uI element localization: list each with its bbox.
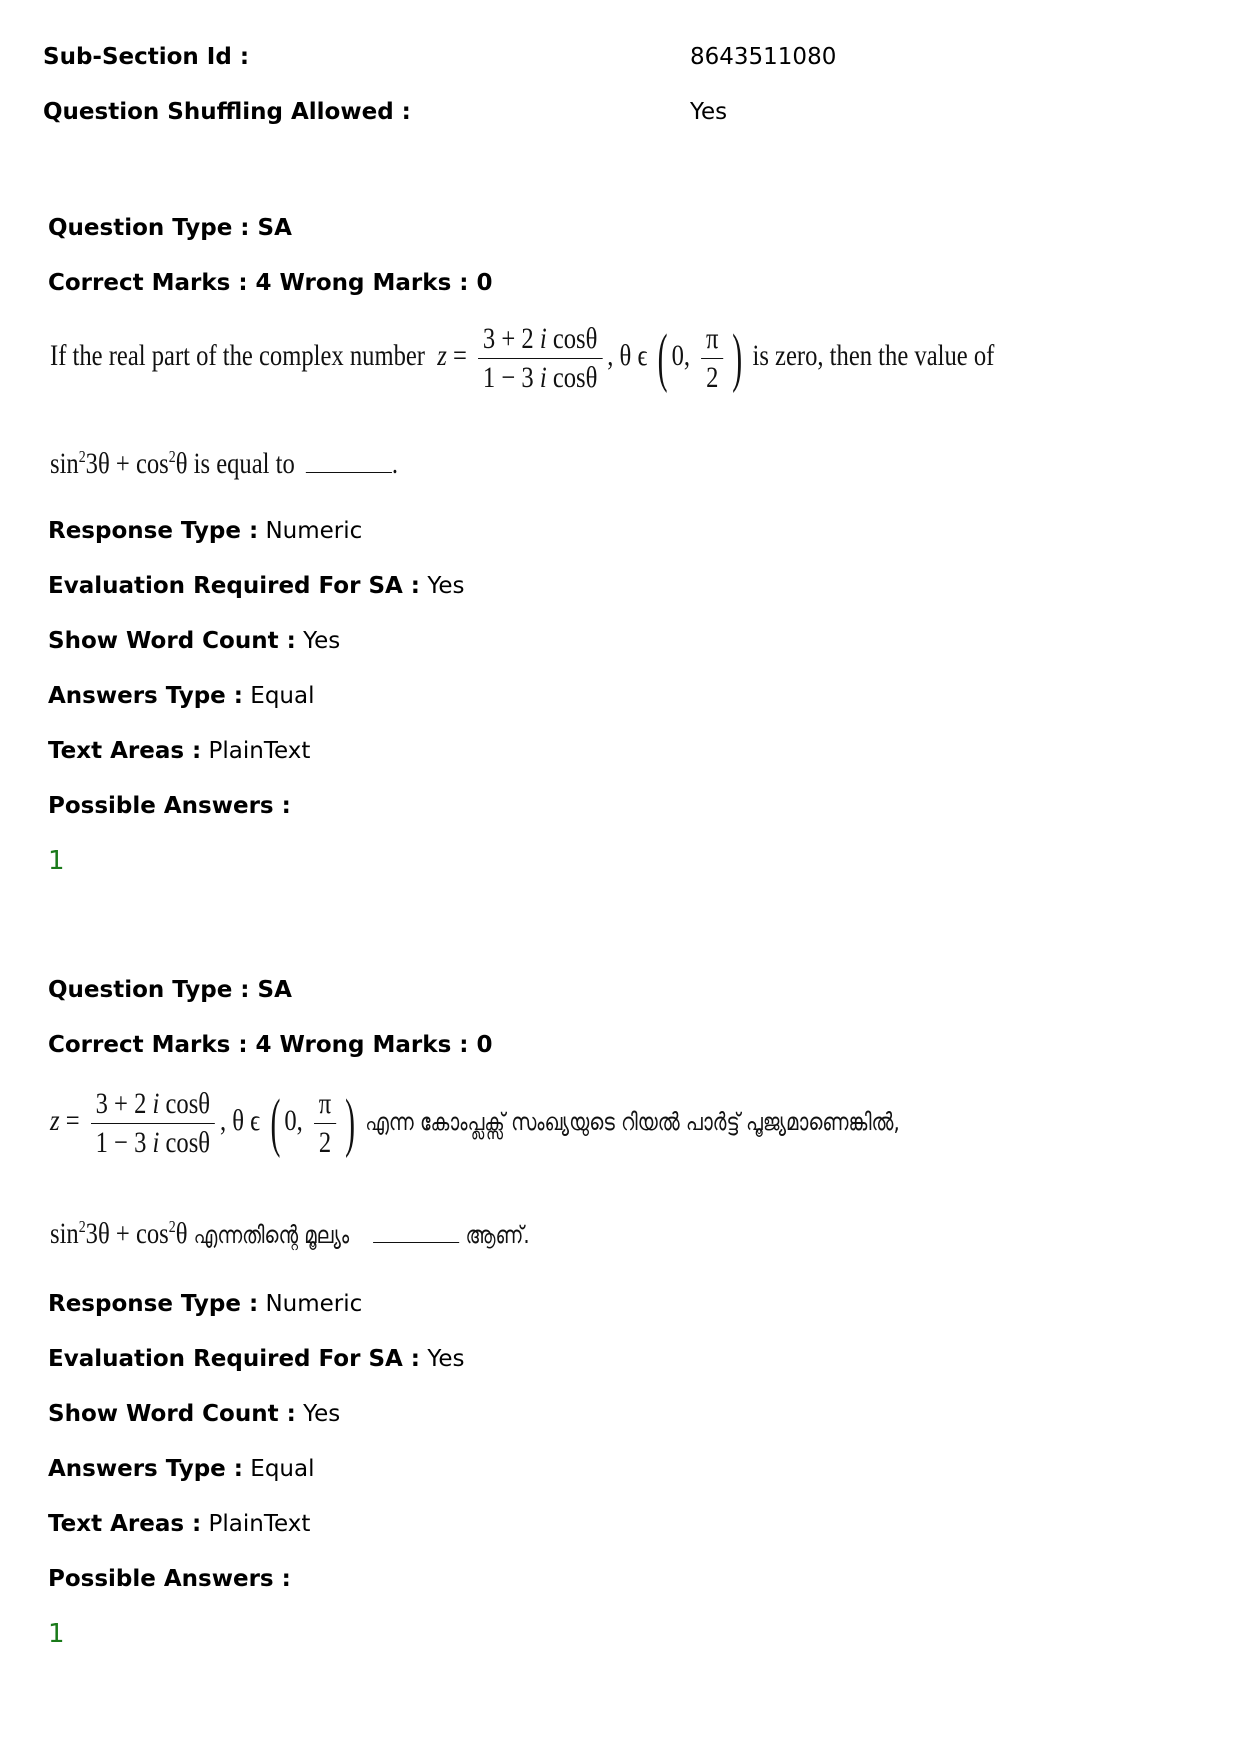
question-tail-text: is equal to: [193, 447, 295, 480]
question-text-line-2: [50, 1217, 530, 1251]
possible-answers-label: Possible Answers :: [48, 1566, 291, 1592]
answers-type: Answers Type : Equal: [48, 683, 315, 709]
left-paren: (: [657, 321, 668, 394]
question-mid-text: എന്ന കോംപ്ലക്സ് സംഖ്യയുടെ റിയൽ പാർട്ട് പൂജ്യമാണെങ്കിൽ,: [365, 1107, 900, 1136]
question-text-line-1: z = $\frac{\text{3 + 2 i cosθ}}{\text{1 − 3 i cosθ}}$ , θ ϵ ( 0, $\frac{\pi}{2}$ ) എന്ന കോംപ്ലക്സ് സംഖ്യയുടെ റിയൽ പാർട്ട് പൂജ്യമാണെങ്കിൽ,: [50, 1086, 900, 1159]
possible-answer-value: 1: [48, 1619, 65, 1649]
question-shuffling-label: Question Shuffling Allowed :: [43, 99, 411, 125]
answer-blank: [306, 450, 392, 473]
show-word-count: Show Word Count : Yes: [48, 628, 341, 654]
question-tail-text: എന്നതിന്റെ മൂല്യം: [193, 1221, 350, 1249]
subsection-id-label: Sub-Section Id :: [43, 44, 250, 70]
question-text-line-1: If the real part of the complex number z = $\frac{\text{3 + 2 i cosθ}}{\text{1 − 3 i cosθ}}$ , θ ϵ ( 0, $\frac{\pi}{2}$ ) is zero, then the value of: [50, 321, 995, 394]
response-type: Response Type : Numeric: [48, 518, 363, 544]
fraction-numerator: 3 + 2 i cosθ: [478, 322, 602, 359]
response-type: Response Type : Numeric: [48, 1291, 363, 1317]
question-mid-text: is zero, then the value of: [752, 338, 995, 372]
fraction: [478, 322, 602, 395]
question-end-text: ആണ്.: [465, 1221, 530, 1249]
math-z: z: [50, 1103, 60, 1137]
right-paren: ): [732, 321, 743, 394]
text-areas: Text Areas : PlainText: [48, 738, 311, 764]
answers-type: Answers Type : Equal: [48, 1456, 315, 1482]
question-type: Question Type : SA: [48, 215, 292, 241]
right-paren: ): [345, 1086, 355, 1159]
question-shuffling-value: Yes: [690, 99, 728, 125]
subsection-id-value: 8643511080: [690, 44, 837, 70]
math-expression: $\sin^23\theta + \cos^2\theta$: [50, 447, 188, 480]
question-text-line-2: $\sin^23\theta + \cos^2\theta$ is equal to .: [50, 447, 399, 480]
evaluation-required: Evaluation Required For SA : Yes: [48, 1346, 465, 1372]
pi-over-2: $\frac{\pi}{2}$: [314, 1087, 336, 1160]
math-expression: $\sin^23\theta + \cos^2\theta$: [50, 1217, 188, 1250]
possible-answers-label: Possible Answers :: [48, 793, 291, 819]
text-areas: Text Areas : PlainText: [48, 1511, 311, 1537]
marks-line: Correct Marks : 4 Wrong Marks : 0: [48, 270, 493, 296]
fraction-denominator: 1 − 3 i cosθ: [482, 360, 598, 394]
marks-line: Correct Marks : 4 Wrong Marks : 0: [48, 1032, 493, 1058]
show-word-count: Show Word Count : Yes: [48, 1401, 341, 1427]
pi-over-2: $\frac{\pi}{2}$: [701, 322, 723, 395]
evaluation-required: Evaluation Required For SA : Yes: [48, 573, 465, 599]
possible-answer-value: 1: [48, 846, 65, 876]
question-type: Question Type : SA: [48, 977, 292, 1003]
fraction-numerator: 3 + 2 i cosθ: [91, 1087, 215, 1124]
fraction: [91, 1087, 215, 1160]
math-z: z: [431, 338, 447, 372]
question-lead-text: If the real part of the complex number: [50, 338, 425, 372]
fraction-denominator: 1 − 3 i cosθ: [95, 1125, 211, 1159]
answer-blank: [373, 1220, 459, 1243]
left-paren: (: [270, 1086, 281, 1159]
